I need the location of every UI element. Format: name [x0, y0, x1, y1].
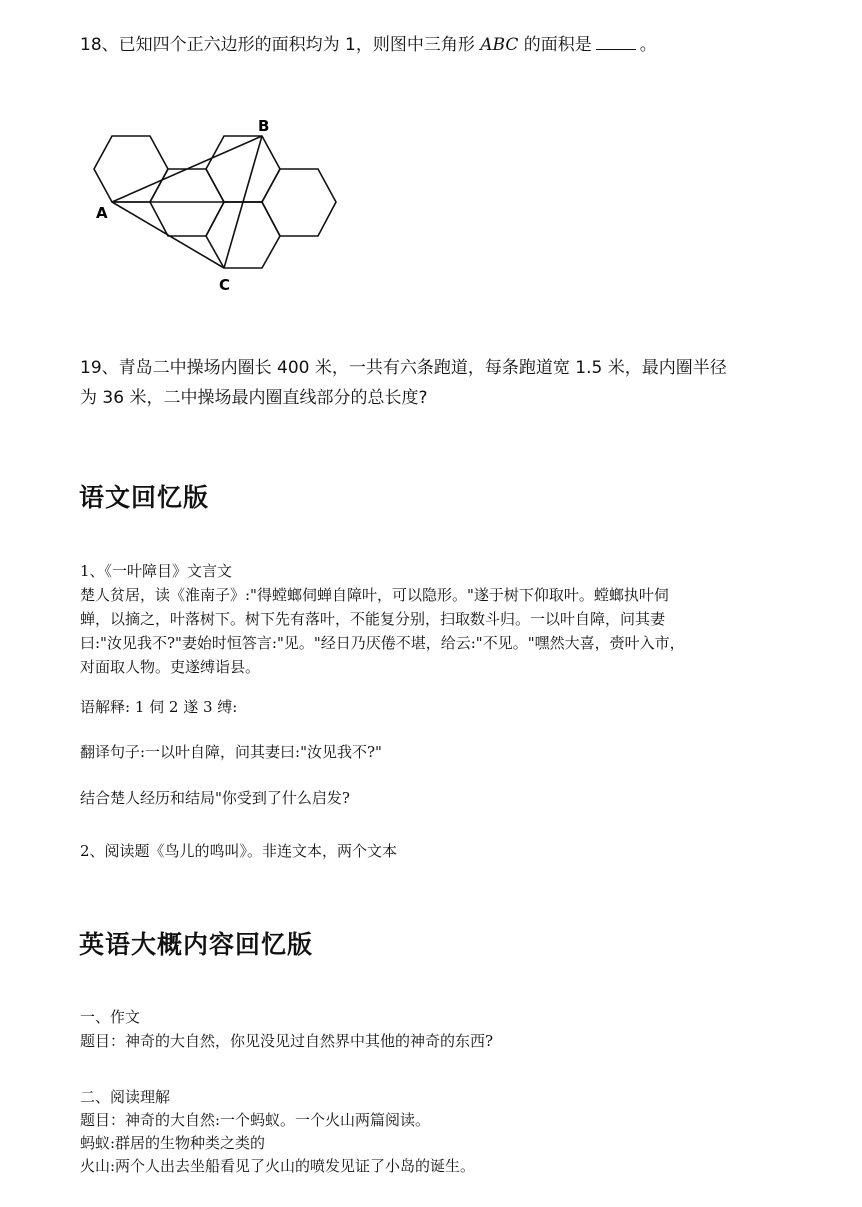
vertex-a-label: A: [96, 204, 108, 222]
passage-line-4: 对面取人物。吏遂缚诣县。: [80, 658, 261, 676]
english-section-1-topic: 题目：神奇的大自然，你见没见过自然界中其他的神奇的东西?: [80, 1032, 494, 1050]
word-explain-question: 语解释: 1 伺 2 遂 3 缚:: [80, 698, 238, 716]
english-section-2-topic: 题目：神奇的大自然:一个蚂蚁。一个火山两篇阅读。: [80, 1111, 431, 1129]
q19-line-1: 19、青岛二中操场内圈长 400 米，一共有六条跑道，每条跑道宽 1.5 米，最内圈半径: [80, 358, 727, 378]
chinese-heading: 语文回忆版: [79, 483, 210, 512]
passage-line-1: 楚人贫居，读《淮南子》:"得螳螂伺蝉自障叶，可以隐形。"遂于树下仰取叶。螳螂执叶伺: [80, 586, 669, 604]
segment-ab: [112, 136, 262, 202]
q18-suffix: 的面积是: [518, 35, 592, 55]
english-section-2-title: 二、阅读理解: [80, 1088, 171, 1106]
inspiration-question: 结合楚人经历和结局"你受到了什么启发?: [80, 789, 350, 807]
english-section-2-volcano: 火山:两个人出去坐船看见了火山的喷发见证了小岛的诞生。: [80, 1157, 476, 1175]
english-heading: 英语大概内容回忆版: [79, 930, 314, 959]
hexagon-5: [206, 202, 280, 268]
chinese-item-2-title: 2、阅读题《鸟儿的鸣叫》。非连文本，两个文本: [80, 842, 398, 860]
hexagon-figure: [0, 0, 862, 320]
chinese-item-1-title: 1、《一叶障目》文言文: [80, 562, 233, 580]
q18-triangle-name: ABC: [480, 35, 519, 55]
english-section-2-ant: 蚂蚁:群居的生物种类之类的: [80, 1134, 266, 1152]
hexagon-4: [262, 169, 336, 236]
q19-line-2: 为 36 米，二中操场最内圈直线部分的总长度?: [80, 388, 428, 408]
q18-prefix: 18、已知四个正六边形的面积均为 1，则图中三角形: [80, 35, 481, 55]
hexagon-3: [206, 136, 280, 202]
english-section-1-title: 一、作文: [80, 1008, 141, 1026]
vertex-b-label: B: [258, 117, 270, 135]
passage-line-2: 蝉，以摘之，叶落树下。树下先有落叶，不能复分别，扫取数斗归。一以叶自障，问其妻: [80, 610, 666, 628]
q18-end: 。: [639, 35, 657, 55]
hexagon-1: [94, 136, 168, 202]
passage-line-3: 曰:"汝见我不?"妻始时恒答言:"见。"经日乃厌倦不堪，给云:"不见。"嘿然大喜，赍叶入市，: [80, 634, 685, 652]
translate-question: 翻译句子:一以叶自障，问其妻曰:"汝见我不?": [80, 743, 382, 761]
vertex-c-label: C: [219, 276, 231, 294]
